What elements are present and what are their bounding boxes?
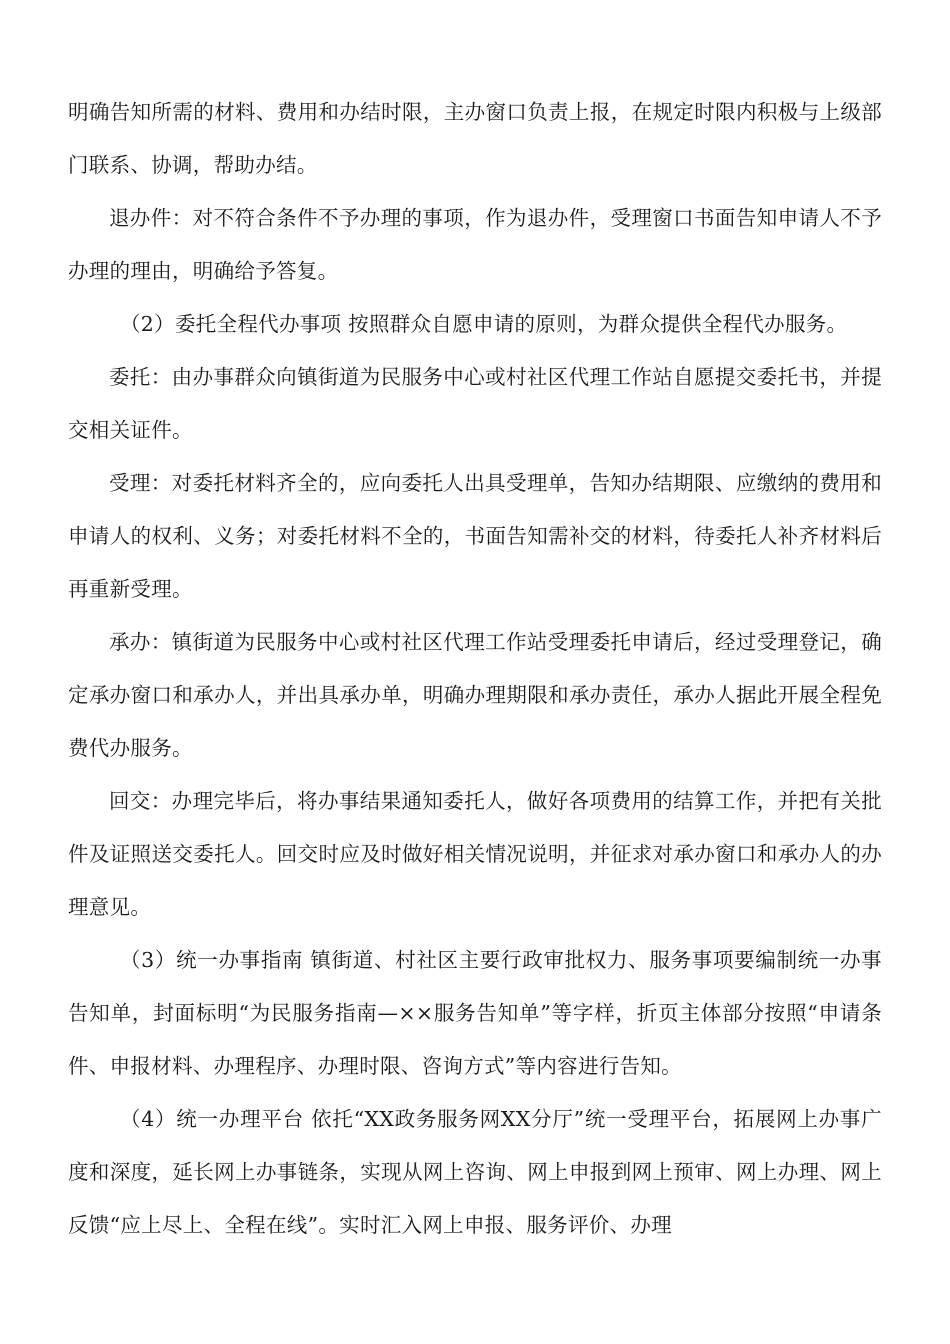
paragraph-acceptance: 受理：对委托材料齐全的，应向委托人出具受理单，告知办结期限、应缴纳的费用和申请人的权利、义务；对委托材料不全的，书面告知需补交的材料，待委托人补齐材料后再重新受理。 <box>68 471 882 601</box>
paragraph-continuation: 明确告知所需的材料、费用和办结时限，主办窗口负责上报，在规定时限内积极与上级部门联系、协调，帮助办结。 <box>68 100 882 177</box>
paragraph-return: 回交：办理完毕后，将办事结果通知委托人，做好各项费用的结算工作，并把有关批件及证照送交委托人。回交时应及时做好相关情况说明，并征求对承办窗口和承办人的办理意见。 <box>68 789 882 919</box>
paragraph-withdrawn-case: 退办件：对不符合条件不予办理的事项，作为退办件，受理窗口书面告知申请人不予办理的理由，明确给予答复。 <box>68 206 882 283</box>
paragraph-entrustment: 委托：由办事群众向镇街道为民服务中心或村社区代理工作站自愿提交委托书，并提交相关证件。 <box>68 365 882 442</box>
paragraph-entrusted-agency-heading: （2）委托全程代办事项 按照群众自愿申请的原则，为群众提供全程代办服务。 <box>120 312 848 336</box>
paragraph-unified-platform: （4）统一办理平台 依托“XX政务服务网XX分厅”统一受理平台，拓展网上办事广度和深度，延长网上办事链条，实现从网上咨询、网上申报到网上预审、网上办理、网上反馈“应上尽上、全程在线”。实时汇入网上申报、服务评价、办理 <box>68 1107 882 1237</box>
paragraph-service-guide: （3）统一办事指南 镇街道、村社区主要行政审批权力、服务事项要编制统一办事告知单，封面标明“为民服务指南—××服务告知单”等字样，折页主体部分按照“申请条件、申报材料、办理程序、办理时限、咨询方式”等内容进行告知。 <box>68 948 882 1078</box>
paragraph-handling: 承办：镇街道为民服务中心或村社区代理工作站受理委托申请后，经过受理登记，确定承办窗口和承办人，并出具承办单，明确办理期限和承办责任，承办人据此开展全程免费代办服务。 <box>68 630 882 760</box>
